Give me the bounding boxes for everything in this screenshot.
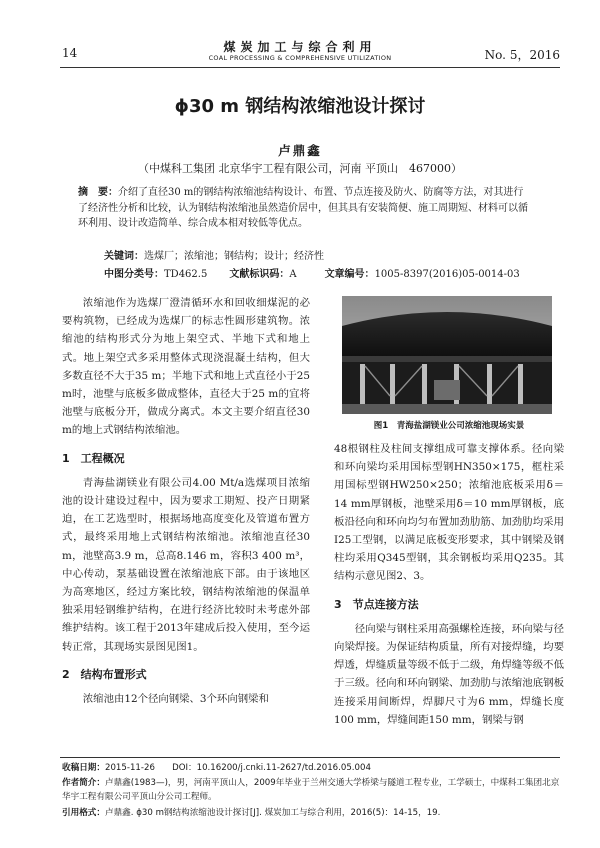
footnote-received	[62, 761, 562, 775]
figure-1-caption: 图1 青海盐湖镁业公司浓缩池现场实景	[373, 421, 525, 431]
citation-text: 卢鼎鑫. ϕ30 m钢结构浓缩池设计探讨[J]. 煤炭加工与综合利用，2016(5)：14-15，19.	[104, 808, 441, 818]
thickener-photo-graphic	[342, 296, 552, 414]
journal-title-cn: 煤炭加工与综合利用	[223, 40, 377, 54]
keywords-label: 关键词：	[104, 251, 144, 262]
classification-line	[104, 265, 520, 280]
figure-1-photo	[342, 296, 552, 414]
journal-title-en: COAL PROCESSING & COMPREHENSIVE UTILIZATION	[208, 54, 392, 62]
article-id-value: 1005-8397(2016)05-0014-03	[374, 269, 520, 280]
right-column	[334, 440, 564, 729]
header-rule	[60, 67, 560, 68]
doc-code-label: 文献标识码：	[229, 269, 290, 280]
section-2-heading: 2 结构布置形式	[62, 667, 147, 681]
section-3-heading: 3 节点连接方法	[334, 597, 419, 611]
article-id-label: 文章编号：	[324, 269, 375, 280]
footnote-rule	[60, 757, 560, 758]
footnote-author-bio	[62, 776, 562, 804]
cls-label: 中图分类号：	[104, 269, 164, 280]
page-number: 14	[62, 46, 78, 60]
footnote-citation	[62, 806, 562, 820]
section-2-paragraph: 浓缩池由12个径向钢梁、3个环向钢梁和	[82, 693, 269, 706]
abstract-label: 摘 要：	[78, 187, 118, 198]
abstract-text: 介绍了直径30 m的钢结构浓缩池结构设计、布置、节点连接及防火、防腐等方法，对其进行了经济性分析和比较，认为钢结构浓缩池虽然造价居中，但其具有安装简便、施工周期短、材料可以循环利用、设计改造简单、综合成本相对较低等优点。	[78, 187, 528, 229]
intro-paragraph: 浓缩池作为选煤厂澄清循环水和回收细煤泥的必要构筑物，已经成为选煤厂的标志性圆形建筑物。浓缩池的结构形式分为地上架空式、半地下式和地上式。地上架空式多采用整体式现浇混凝土结构，但大多数直径不大于35 m；半地下式和地上式直径小于25 m时，池壁与底板多做成整体，直径大于25 m的宜将池壁与底板分开，做成分离式。本文主要介绍直径30 m的地上式钢结构浓缩池。	[62, 297, 310, 437]
author-bio-text: 卢鼎鑫(1983—)，男，河南平顶山人，2009年毕业于兰州交通大学桥梁与隧道工程专业，工学硕士，中煤科工集团北京华宇工程有限公司平顶山分公司工程师。	[62, 778, 560, 802]
right-paragraph-1: 48根钢柱及柱间支撑组成可靠支撑体系。径向梁和环向梁均采用国标型钢HN350×175，框柱采用国标型钢HW250×250；浓缩池底板采用δ＝14 mm厚钢板，池壁采用δ＝10 mm厚钢板，底板沿径向和环向均匀布置加劲肋筋、加劲肋均采用I25工型钢，以满足底板变形要求，其中钢梁及钢柱均采用Q345型钢，其余钢板均采用Q235。其结构示意见图2、3。	[334, 443, 564, 583]
author-name: 卢鼎鑫	[278, 143, 322, 158]
issue-number: No. 5，2016	[484, 48, 560, 62]
section-3-paragraph: 径向梁与钢柱采用高强螺栓连接，环向梁与径向梁焊接。为保证结构质量，所有对接焊缝，均要焊透，焊缝质量等级不低于二级，角焊缝等级不低于三级。径向和环向钢梁、加劲肋与浓缩池底钢板连接采用间断焊，焊脚尺寸为6 mm，焊缝长度100 mm，焊缝间距150 mm，钢梁与钢	[334, 622, 564, 726]
abstract	[78, 185, 528, 232]
doc-code-value: A	[289, 269, 297, 280]
article-title: ϕ30 m 钢结构浓缩池设计探讨	[174, 96, 426, 117]
section-1-paragraph: 青海盐湖镁业有限公司4.00 Mt/a选煤项目浓缩池的设计建设过程中，因为要求工期短、投产日期紧迫，在工艺选型时，根据场地高度变化及管道布置方式，最终采用地上式钢结构浓缩池。浓缩池直径30 m，池壁高3.9 m，总高8.146 m，容积3 400 m³，中心传动，泵基础设置在浓缩池底下部。由于该地区为高寒地区，经过方案比较，钢结构浓缩池的保温单独采用轻钢维护结构，在进行经济比较时未考虑外部维护结构。该工程于2013年建成后投入使用，至今运转正常，其现场实景图见图1。	[62, 476, 310, 653]
left-column	[62, 294, 310, 708]
author-bio-label: 作者简介：	[62, 778, 105, 788]
received-label: 收稿日期：	[62, 763, 105, 773]
keywords-text: 选煤厂；浓缩池；钢结构；设计；经济性	[144, 251, 324, 262]
keywords	[104, 247, 534, 262]
author-affiliation: （中煤科工集团 北京华宇工程有限公司，河南 平顶山 467000）	[138, 162, 462, 175]
citation-label: 引用格式：	[62, 808, 105, 818]
cls-value: TD462.5	[164, 269, 208, 280]
received-value: 2015-11-26 DOI：10.16200/j.cnki.11-2627/td.2016.05.004	[104, 763, 371, 773]
section-1-heading: 1 工程概况	[62, 451, 125, 465]
